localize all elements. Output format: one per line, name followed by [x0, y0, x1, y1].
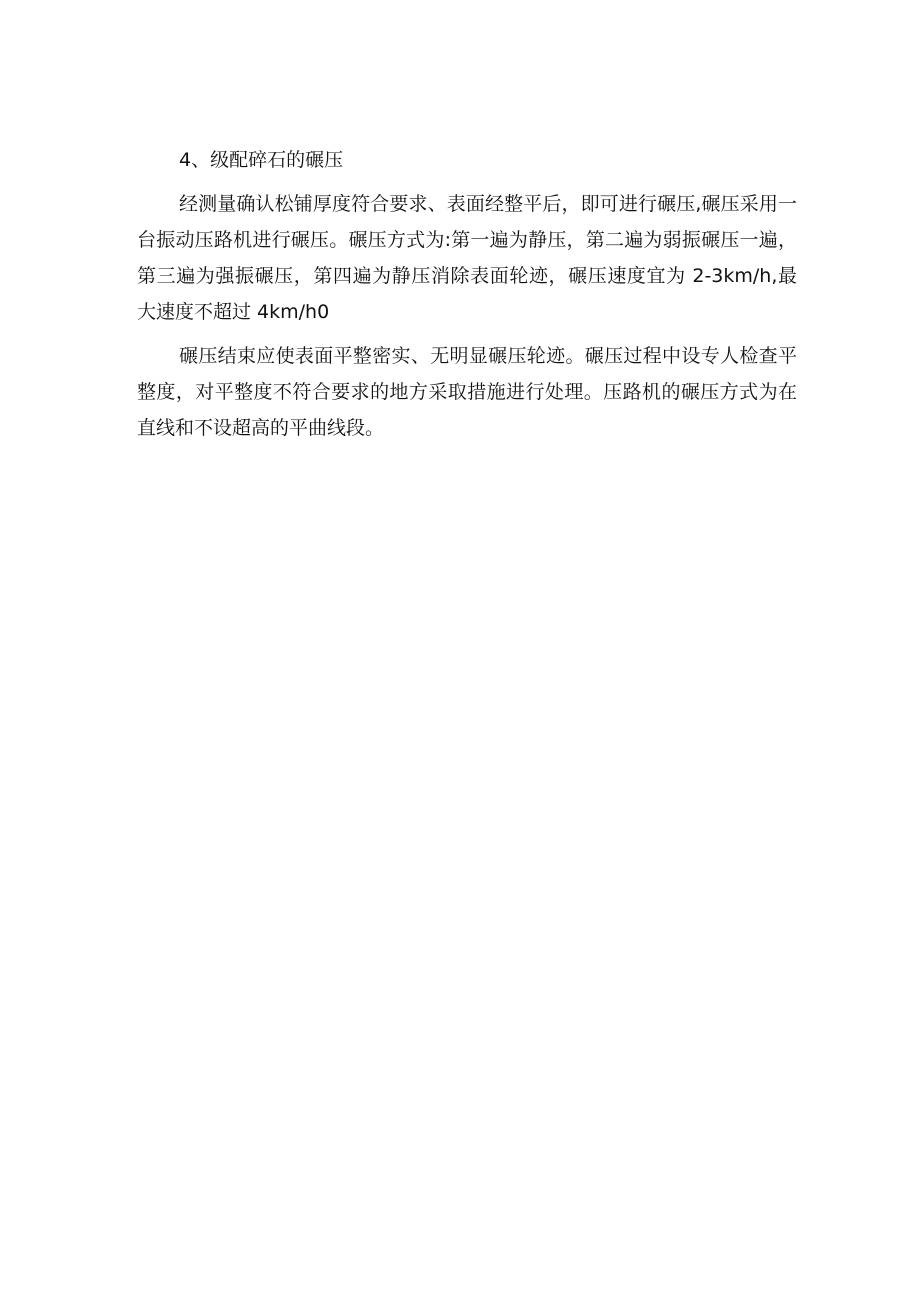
- document-body: [137, 142, 797, 454]
- section-heading: 4、级配碎石的碾压: [179, 149, 344, 171]
- paragraph-compaction-method: 经测量确认松铺厚度符合要求、表面经整平后，即可进行碾压,碾压采用一台振动压路机进行碾压。碾压方式为:第一遍为静压，第二遍为弱振碾压一遍，第三遍为强振碾压，第四遍为静压消除表面轮迹，碾压速度宜为 2-3km/h,最大速度不超过 4km/h0: [137, 193, 797, 323]
- paragraph-compaction-requirements: 碾压结束应使表面平整密实、无明显碾压轮迹。碾压过程中设专人检查平整度，对平整度不符合要求的地方采取措施进行处理。压路机的碾压方式为在直线和不设超高的平曲线段。: [137, 345, 797, 439]
